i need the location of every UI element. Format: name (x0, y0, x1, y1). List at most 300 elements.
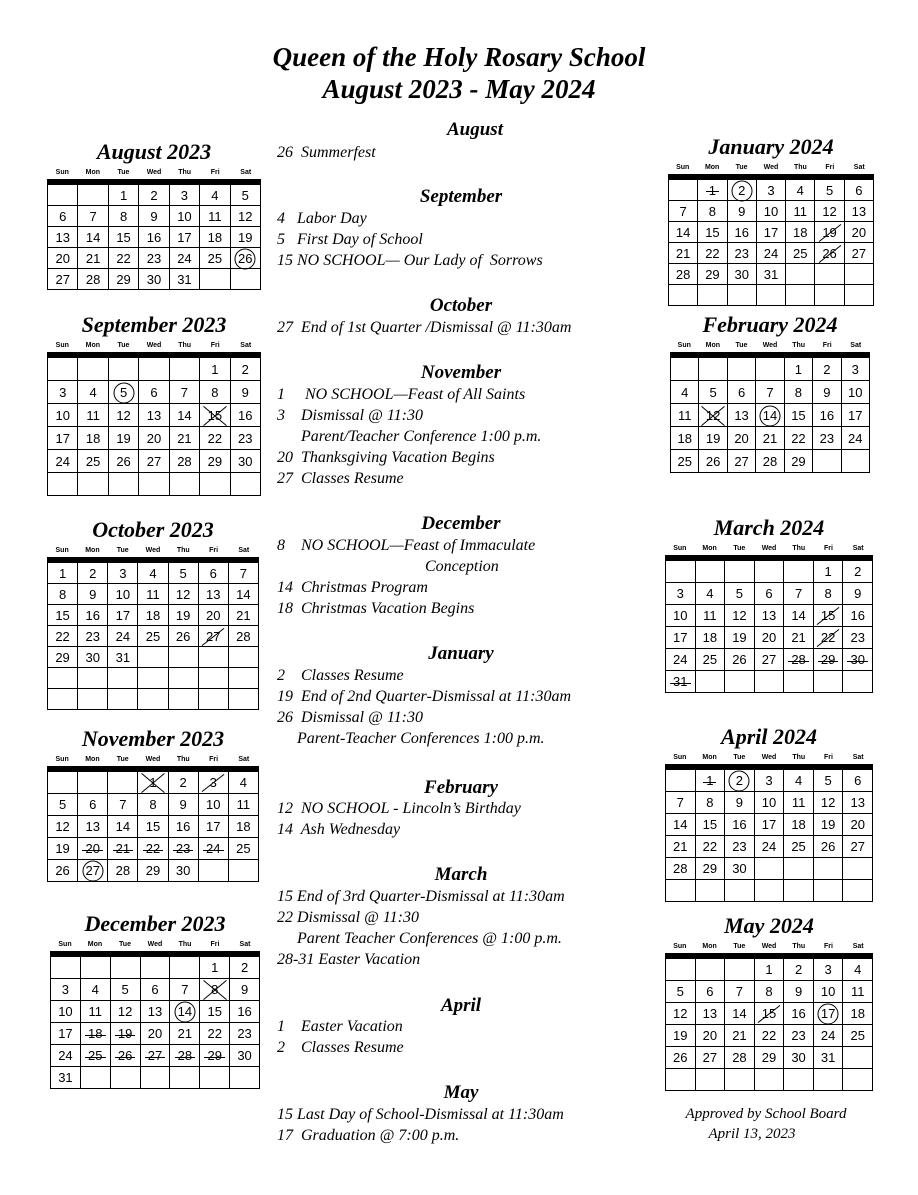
day-number: 26 (673, 1050, 688, 1065)
calendar-empty-cell (48, 185, 78, 206)
day-number: 14 (236, 587, 251, 602)
calendar-day-cell (666, 1003, 696, 1025)
day-number: 20 (851, 225, 867, 240)
day-number: 4 (681, 385, 689, 400)
day-number: 12 (822, 204, 837, 219)
calendar-day-cell (725, 981, 755, 1003)
calendar-day-cell (170, 1001, 200, 1023)
day-number: 23 (85, 629, 100, 644)
day-number: 25 (791, 839, 806, 854)
day-number: 9 (150, 209, 158, 224)
weekday-header (670, 341, 870, 351)
day-number: 26 (55, 863, 70, 878)
calendar-day-cell (78, 794, 108, 816)
calendar-day-cell (845, 243, 874, 264)
calendar-empty-cell (698, 285, 727, 306)
weekday-label: Wed (146, 342, 162, 349)
calendar-day-cell (725, 836, 755, 858)
day-number: 1 (211, 362, 219, 377)
event-item: Parent Teacher Conferences @ 1:00 p.m. (277, 930, 562, 947)
calendar-day-cell (139, 185, 169, 206)
day-number: 21 (85, 251, 101, 266)
calendar-empty-cell (755, 858, 785, 880)
event-item: 27 Classes Resume (277, 470, 404, 487)
day-number: 22 (821, 627, 835, 649)
calendar-day-cell (78, 206, 108, 227)
day-number: 12 (55, 819, 70, 834)
weekday-label: Thu (178, 169, 192, 176)
calendar-day-cell (78, 584, 108, 605)
calendar-day-cell (666, 858, 696, 880)
day-number: 12 (820, 795, 836, 810)
day-number: 23 (819, 431, 835, 446)
calendar-day-cell (755, 1047, 785, 1069)
day-number: 11 (146, 587, 160, 602)
day-number: 24 (761, 839, 777, 854)
calendar-empty-cell (48, 668, 78, 689)
calendar-day-cell (48, 404, 78, 427)
calendar-empty-cell (696, 880, 726, 902)
calendar-empty-cell (229, 860, 259, 882)
calendar-day-cell (757, 222, 786, 243)
day-number: 23 (237, 1026, 252, 1041)
calendar-empty-cell (200, 1067, 230, 1089)
day-number: 10 (761, 795, 777, 810)
day-number: 31 (58, 1070, 73, 1085)
day-number: 13 (85, 819, 100, 834)
day-number: 7 (119, 797, 127, 812)
day-number: 1 (58, 566, 67, 581)
day-number: 7 (181, 982, 189, 997)
events-heading-august: August (447, 119, 503, 140)
weekday-label: Wed (147, 941, 163, 948)
day-number: 12 (117, 1004, 133, 1019)
calendar-day-cell (845, 222, 874, 243)
calendar-day-cell (108, 563, 138, 584)
calendar-day-cell (200, 1001, 230, 1023)
calendar-day-cell (725, 1003, 755, 1025)
calendar-day-cell (696, 1047, 726, 1069)
calendar-day-cell (728, 450, 756, 473)
calendar-day-cell (170, 206, 200, 227)
calendar-empty-cell (81, 957, 111, 979)
weekday-label: Sun (673, 754, 687, 761)
calendar-grid (668, 179, 874, 306)
day-number: 15 (762, 1003, 776, 1025)
approval-date: April 13, 2023 (708, 1126, 796, 1142)
weekday-label: Sun (673, 545, 687, 552)
calendar-day-cell (666, 814, 696, 836)
weekday-header (50, 940, 260, 950)
calendar-grid (47, 562, 259, 710)
day-number: 29 (821, 649, 835, 671)
calendar-day-cell (199, 626, 229, 647)
calendar-empty-cell (843, 858, 873, 880)
events-heading-february: February (424, 777, 498, 798)
calendar-empty-cell (138, 647, 168, 668)
calendar-empty-cell (814, 1069, 844, 1091)
calendar-day-cell (785, 358, 813, 381)
day-number: 21 (762, 431, 778, 446)
day-number: 25 (85, 454, 101, 469)
calendar-day-cell (815, 243, 844, 264)
calendar-day-cell (813, 381, 841, 404)
day-number: 24 (206, 838, 220, 860)
calendar-day-cell (170, 381, 200, 404)
calendar-day-cell (231, 450, 261, 473)
calendar-day-cell (108, 838, 138, 860)
day-number: 3 (851, 362, 859, 377)
calendar-day-cell (199, 794, 229, 816)
calendar-empty-cell (231, 269, 261, 290)
calendar-day-cell (229, 838, 259, 860)
calendar-day-cell (756, 381, 784, 404)
day-number: 22 (791, 431, 806, 446)
calendar-day-cell (786, 243, 815, 264)
calendar-empty-cell (139, 358, 169, 381)
event-item: 15 NO SCHOOL— Our Lady of Sorrows (277, 252, 543, 269)
day-number: 10 (58, 1004, 73, 1019)
weekday-label: Sun (55, 547, 69, 554)
day-number: 22 (761, 1028, 777, 1043)
calendar-empty-cell (230, 1067, 260, 1089)
weekday-label: Sat (853, 164, 865, 171)
calendar-day-cell (229, 772, 259, 794)
calendar-day-cell (843, 770, 873, 792)
calendar-empty-cell (111, 957, 141, 979)
day-number: 5 (120, 381, 127, 404)
day-number: 1 (149, 772, 156, 794)
calendar-day-cell (229, 794, 259, 816)
day-number: 15 (208, 404, 222, 427)
calendar-day-cell (669, 264, 698, 285)
calendar-empty-cell (666, 770, 696, 792)
calendar-day-cell (78, 227, 108, 248)
calendar-day-cell (169, 563, 199, 584)
calendar-day-cell (755, 836, 785, 858)
calendar-day-cell (696, 1025, 726, 1047)
weekday-label: Wed (762, 342, 778, 349)
calendar-day-cell (666, 836, 696, 858)
calendar-day-cell (109, 185, 139, 206)
weekday-label: Fri (210, 941, 220, 948)
day-number: 11 (208, 209, 222, 224)
day-number: 31 (177, 272, 192, 287)
calendar-day-cell (843, 605, 873, 627)
day-number: 4 (239, 775, 248, 790)
day-number: 22 (146, 838, 160, 860)
day-number: 12 (238, 209, 253, 224)
calendar-empty-cell (843, 880, 873, 902)
day-number: 5 (58, 797, 67, 812)
day-number: 3 (61, 982, 70, 997)
calendar-day-cell (169, 772, 199, 794)
calendar-day-cell (138, 605, 168, 626)
day-number: 27 (148, 1045, 162, 1067)
day-number: 3 (765, 773, 773, 788)
day-number: 4 (706, 586, 714, 601)
calendar-day-cell (755, 814, 785, 836)
day-number: 31 (115, 650, 131, 665)
calendar-day-cell (111, 1001, 141, 1023)
events-heading-april: April (440, 995, 482, 1016)
calendar-day-cell (139, 427, 169, 450)
calendar-day-cell (696, 858, 726, 880)
calendar-empty-cell (671, 358, 699, 381)
calendar-day-cell (199, 563, 229, 584)
calendar-day-cell (230, 1045, 260, 1067)
calendar-day-cell (725, 649, 755, 671)
calendar-day-cell (170, 185, 200, 206)
calendar-day-cell (200, 206, 230, 227)
calendar-day-cell (230, 1023, 260, 1045)
calendar-day-cell (199, 605, 229, 626)
calendar-day-cell (81, 1045, 111, 1067)
day-number: 3 (767, 183, 775, 198)
calendar-day-cell (757, 180, 786, 201)
calendar-day-cell (48, 206, 78, 227)
day-number: 23 (734, 246, 749, 261)
calendar-day-cell (755, 627, 785, 649)
day-number: 5 (241, 188, 249, 203)
weekday-label: Wed (145, 547, 161, 554)
event-item: 26 Dismissal @ 11:30 (277, 709, 423, 726)
calendar-empty-cell (111, 1067, 141, 1089)
event-item: 28-31 Easter Vacation (277, 951, 421, 968)
calendar-month-title: October 2023 (92, 517, 214, 542)
calendar-day-cell (698, 243, 727, 264)
day-number: 30 (238, 454, 253, 469)
calendar-day-cell (696, 627, 726, 649)
weekday-label: Fri (210, 342, 220, 349)
calendar-month-title: January 2024 (708, 134, 834, 159)
calendar-day-cell (671, 404, 699, 427)
day-number: 8 (211, 979, 218, 1001)
day-number: 8 (794, 385, 803, 400)
weekday-label: Sat (852, 943, 864, 950)
calendar-day-cell (666, 671, 696, 693)
calendar-day-cell (109, 450, 139, 473)
day-number: 3 (676, 586, 684, 601)
day-number: 26 (116, 454, 131, 469)
day-number: 8 (119, 209, 128, 224)
day-number: 22 (116, 251, 131, 266)
calendar-day-cell (231, 227, 261, 248)
day-number: 30 (237, 1048, 252, 1063)
calendar-day-cell (699, 404, 727, 427)
calendar-day-cell (78, 605, 108, 626)
weekday-label: Fri (209, 547, 219, 554)
calendar-day-cell (786, 222, 815, 243)
day-number: 24 (177, 251, 192, 266)
calendar-day-cell (139, 248, 169, 269)
calendar-day-cell (48, 563, 78, 584)
weekday-label: Tue (733, 545, 746, 552)
day-number: 4 (149, 566, 157, 581)
calendar-day-cell (231, 206, 261, 227)
calendar-day-cell (784, 605, 814, 627)
calendar-day-cell (141, 1023, 171, 1045)
calendar-empty-cell (784, 858, 814, 880)
calendar-day-cell (199, 838, 229, 860)
calendar-empty-cell (786, 285, 815, 306)
day-number: 4 (854, 962, 862, 977)
day-number: 24 (763, 246, 779, 261)
calendar-day-cell (699, 381, 727, 404)
calendar-empty-cell (199, 668, 229, 689)
calendar-day-cell (843, 959, 873, 981)
day-number: 13 (147, 1004, 163, 1019)
day-number: 15 (791, 408, 806, 423)
day-number: 28 (115, 863, 131, 878)
day-number: 25 (145, 629, 161, 644)
day-number: 27 (85, 860, 99, 882)
calendar-day-cell (138, 794, 168, 816)
day-number: 27 (206, 626, 220, 647)
day-number: 11 (86, 408, 100, 423)
calendar-day-cell (845, 180, 874, 201)
calendar-day-cell (698, 264, 727, 285)
calendar-day-cell (200, 979, 230, 1001)
weekday-label: Thu (792, 754, 806, 761)
calendar-day-cell (785, 427, 813, 450)
event-item: 8 NO SCHOOL—Feast of Immaculate (277, 537, 536, 554)
calendar-day-cell (231, 381, 261, 404)
calendar-day-cell (666, 605, 696, 627)
weekday-header (47, 546, 259, 556)
day-number: 13 (734, 408, 749, 423)
day-number: 30 (732, 861, 747, 876)
calendar-empty-cell (78, 772, 108, 794)
day-number: 23 (238, 431, 253, 446)
day-number: 7 (89, 209, 97, 224)
day-number: 27 (761, 652, 777, 667)
day-number: 1 (794, 362, 803, 377)
calendar-empty-cell (784, 671, 814, 693)
calendar-day-cell (170, 450, 200, 473)
calendar-empty-cell (169, 647, 199, 668)
calendar-empty-cell (108, 772, 138, 794)
weekday-label: Sat (238, 547, 250, 554)
day-number: 20 (850, 817, 865, 832)
calendar-day-cell (169, 794, 199, 816)
day-number: 10 (115, 587, 131, 602)
day-number: 6 (209, 566, 217, 581)
day-number: 28 (177, 454, 192, 469)
day-number: 31 (820, 1050, 836, 1065)
calendar-day-cell (843, 836, 873, 858)
calendar-day-cell (728, 427, 756, 450)
calendar-day-cell (109, 427, 139, 450)
day-number: 14 (763, 404, 777, 427)
calendar-day-cell (666, 981, 696, 1003)
day-number: 5 (825, 183, 834, 198)
day-number: 28 (85, 272, 101, 287)
day-number: 16 (238, 408, 253, 423)
calendar-day-cell (138, 563, 168, 584)
calendar-day-cell (169, 626, 199, 647)
day-number: 20 (702, 1028, 718, 1043)
calendar-day-cell (842, 427, 870, 450)
day-number: 19 (116, 431, 131, 446)
calendar-day-cell (784, 770, 814, 792)
day-number: 14 (675, 225, 691, 240)
weekday-label: Tue (735, 342, 748, 349)
calendar-day-cell (725, 627, 755, 649)
day-number: 19 (822, 222, 836, 243)
event-item: 5 First Day of School (277, 231, 423, 248)
day-number: 11 (677, 408, 692, 423)
day-number: 3 (119, 566, 127, 581)
calendar-month-title: February 2024 (702, 312, 838, 337)
day-number: 13 (146, 408, 162, 423)
calendar-empty-cell (669, 180, 698, 201)
day-number: 20 (147, 1026, 163, 1041)
calendar-day-cell (757, 264, 786, 285)
day-number: 5 (824, 773, 832, 788)
calendar-day-cell (231, 427, 261, 450)
day-number: 14 (673, 817, 688, 832)
day-number: 21 (236, 608, 251, 623)
calendar-day-cell (78, 626, 108, 647)
day-number: 21 (673, 839, 688, 854)
calendar-empty-cell (138, 689, 168, 710)
calendar-day-cell (108, 584, 138, 605)
day-number: 17 (58, 1026, 73, 1041)
calendar-day-cell (784, 792, 814, 814)
calendar-day-cell (814, 959, 844, 981)
day-number: 16 (237, 1004, 252, 1019)
weekday-label: Thu (178, 342, 192, 349)
calendar-empty-cell (843, 671, 873, 693)
calendar-day-cell (784, 649, 814, 671)
calendar-empty-cell (728, 358, 756, 381)
calendar-empty-cell (755, 671, 785, 693)
calendar-day-cell (48, 227, 78, 248)
weekday-label: Mon (85, 756, 100, 763)
calendar-day-cell (784, 814, 814, 836)
weekday-label: Sat (852, 545, 864, 552)
calendar-day-cell (813, 358, 841, 381)
calendar-day-cell (169, 584, 199, 605)
day-number: 2 (240, 960, 249, 975)
day-number: 27 (851, 246, 867, 261)
calendar-day-cell (696, 583, 726, 605)
calendar-day-cell (229, 563, 259, 584)
event-item: 26 Summerfest (277, 144, 376, 161)
calendar-day-cell (815, 180, 844, 201)
calendar-day-cell (78, 404, 108, 427)
calendar-day-cell (111, 1045, 141, 1067)
calendar-empty-cell (170, 358, 200, 381)
calendar-day-cell (109, 227, 139, 248)
calendar-day-cell (169, 605, 199, 626)
day-number: 27 (702, 1050, 718, 1065)
calendar-day-cell (199, 584, 229, 605)
calendar-day-cell (139, 450, 169, 473)
day-number: 16 (850, 608, 865, 623)
calendar-empty-cell (51, 957, 81, 979)
day-number: 15 (821, 605, 835, 627)
calendar-day-cell (141, 1001, 171, 1023)
calendar-day-cell (139, 227, 169, 248)
day-number: 24 (848, 431, 863, 446)
calendar-empty-cell (229, 668, 259, 689)
day-number: 24 (673, 652, 688, 667)
calendar-day-cell (48, 427, 78, 450)
day-number: 16 (732, 817, 747, 832)
day-number: 7 (676, 795, 684, 810)
